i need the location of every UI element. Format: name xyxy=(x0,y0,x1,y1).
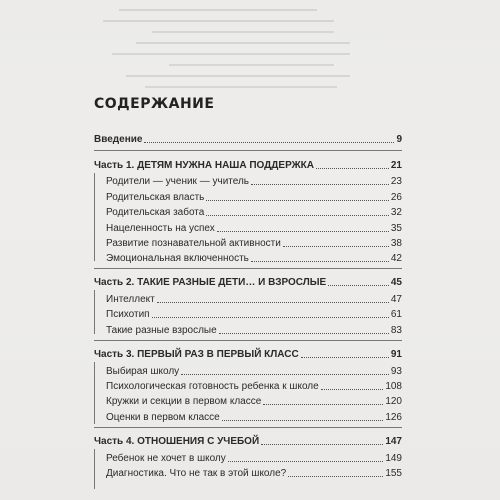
toc-entry-label: Оценки в первом классе xyxy=(106,412,220,423)
dot-leader xyxy=(206,200,389,201)
toc-part-3[interactable] xyxy=(94,345,402,361)
toc-item[interactable] xyxy=(106,219,402,235)
toc-item[interactable] xyxy=(106,305,402,321)
toc-entry-label: Нацеленность на успех xyxy=(106,223,215,234)
toc-entry-label: Диагностика. Что не так в этой школе? xyxy=(106,468,287,479)
divider xyxy=(94,340,402,341)
dot-leader xyxy=(261,444,383,445)
toc-entry-label: Развитие познавательной активности xyxy=(106,238,281,249)
dot-leader xyxy=(251,261,389,262)
toc-item[interactable] xyxy=(106,362,402,378)
toc-entry-page: 126 xyxy=(385,412,402,423)
toc-part-4[interactable] xyxy=(94,432,402,448)
toc-title: СОДЕРЖАНИЕ xyxy=(94,96,215,112)
toc-item[interactable] xyxy=(106,203,402,219)
dot-leader xyxy=(263,404,383,405)
toc-item[interactable] xyxy=(106,408,402,424)
dot-leader xyxy=(301,357,389,358)
toc-entry-label: Родительская забота xyxy=(106,207,205,218)
show-through-text xyxy=(86,0,416,95)
dot-leader xyxy=(157,302,389,303)
toc-entry-label: Часть 2. ТАКИЕ РАЗНЫЕ ДЕТИ… И ВЗРОСЛЫЕ xyxy=(94,277,327,288)
toc-item[interactable] xyxy=(106,249,402,265)
dot-leader xyxy=(251,184,389,185)
divider xyxy=(94,150,402,151)
toc-entry-page: 149 xyxy=(385,453,402,464)
dot-leader xyxy=(152,317,389,318)
toc-entry-label: Часть 4. ОТНОШЕНИЯ С УЧЕБОЙ xyxy=(94,436,260,447)
part-bracket xyxy=(94,173,95,261)
toc-entry-label: Кружки и секции в первом классе xyxy=(106,396,262,407)
toc-entry-label: Психотип xyxy=(106,309,150,320)
toc-entry-page: 35 xyxy=(390,223,402,234)
toc-entry-page: 32 xyxy=(390,207,402,218)
toc-part-1[interactable] xyxy=(94,156,402,172)
toc-item[interactable] xyxy=(106,188,402,204)
toc-item[interactable] xyxy=(106,392,402,408)
dot-leader xyxy=(219,333,389,334)
toc-entry-page: 45 xyxy=(390,277,402,288)
toc-entry-label: Интеллект xyxy=(106,294,155,305)
divider xyxy=(94,268,402,269)
dot-leader xyxy=(217,231,389,232)
toc-entry-page: 47 xyxy=(390,294,402,305)
dot-leader xyxy=(222,420,384,421)
toc-entry-label: Родители — ученик — учитель xyxy=(106,176,250,187)
dot-leader xyxy=(228,461,384,462)
toc-entry-page: 83 xyxy=(390,325,402,336)
toc-entry-page: 23 xyxy=(390,176,402,187)
toc-entry-label: Родительская власть xyxy=(106,192,205,203)
toc-entry-label: Психологическая готовность ребенка к школе xyxy=(106,381,319,392)
part-bracket xyxy=(94,290,95,334)
toc-entry-page: 120 xyxy=(385,396,402,407)
toc-entry-page: 147 xyxy=(385,436,402,447)
toc-entry-label: Часть 3. ПЕРВЫЙ РАЗ В ПЕРВЫЙ КЛАСС xyxy=(94,349,299,360)
toc-item[interactable] xyxy=(106,290,402,306)
toc-entry-page: 9 xyxy=(396,134,402,145)
toc-item[interactable] xyxy=(106,172,402,188)
toc-entry-page: 38 xyxy=(390,238,402,249)
toc-entry-label: Выбирая школу xyxy=(106,366,180,377)
toc-entry-page: 108 xyxy=(385,381,402,392)
dot-leader xyxy=(206,215,389,216)
dot-leader xyxy=(328,285,389,286)
toc-entry-page: 91 xyxy=(390,349,402,360)
toc-entry-label: Часть 1. ДЕТЯМ НУЖНА НАША ПОДДЕРЖКА xyxy=(94,160,315,171)
toc-part-2[interactable] xyxy=(94,273,402,289)
dot-leader xyxy=(316,168,389,169)
dot-leader xyxy=(283,246,389,247)
toc-entry-page: 21 xyxy=(390,160,402,171)
toc-entry-page: 61 xyxy=(390,309,402,320)
part-bracket xyxy=(94,362,95,424)
toc-entry-label: Ребенок не хочет в школу xyxy=(106,453,226,464)
toc-item[interactable] xyxy=(106,234,402,250)
toc-item[interactable] xyxy=(106,464,402,480)
dot-leader xyxy=(288,476,383,477)
toc-intro[interactable] xyxy=(94,130,402,146)
toc-entry-page: 26 xyxy=(390,192,402,203)
part-bracket xyxy=(94,449,95,489)
divider xyxy=(94,427,402,428)
toc-entry-label: Эмоциональная включенность xyxy=(106,253,249,264)
toc-item[interactable] xyxy=(106,321,402,337)
toc-entry-label: Такие разные взрослые xyxy=(106,325,217,336)
toc-item[interactable] xyxy=(106,449,402,465)
toc-entry-label: Введение xyxy=(94,134,143,145)
dot-leader xyxy=(181,374,389,375)
dot-leader xyxy=(321,389,384,390)
toc-item[interactable] xyxy=(106,377,402,393)
toc-entry-page: 42 xyxy=(390,253,402,264)
dot-leader xyxy=(144,142,394,143)
toc-entry-page: 93 xyxy=(390,366,402,377)
toc-entry-page: 155 xyxy=(385,468,402,479)
